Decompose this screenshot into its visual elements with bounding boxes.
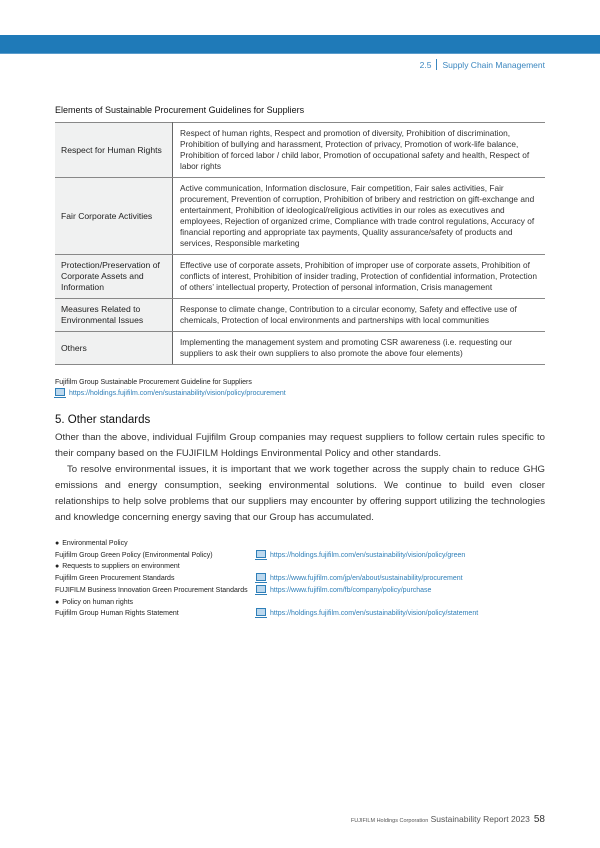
computer-icon (256, 608, 266, 616)
reference-link[interactable]: https://www.fujifilm.com/jp/en/about/sustainability/procurement (270, 575, 463, 583)
reference-name: FUJIFILM Business Innovation Green Procurement Standards (55, 586, 248, 594)
paragraph: Other than the above, individual Fujifilm Group companies may request suppliers to follow certain rules specific to their company based on the FUJIFILM Holdings Environmental Policy and other standards. (55, 432, 545, 459)
source-link[interactable]: https://holdings.fujifilm.com/en/sustainability/vision/policy/procurement (69, 390, 286, 397)
source-note (55, 377, 545, 399)
reference-link[interactable]: https://www.fujifilm.com/fb/company/policy/purchase (270, 586, 432, 594)
reference-item (55, 608, 545, 620)
table-title: Elements of Sustainable Procurement Guidelines for Suppliers (55, 105, 305, 115)
header-band (0, 35, 600, 54)
row-value: Respect of human rights, Respect and promotion of diversity, Prohibition of discrimination, Prohibition of bullying and harassment, Protection of privacy, Promotion of work-life balance, Prohibition of forced labor / child labor, Promotion of occupational safety and health, Respect of labor rights (173, 123, 546, 178)
row-label: Protection/Preservation of Corporate Assets and Information (55, 255, 173, 299)
footer (351, 813, 545, 827)
guidelines-table (55, 122, 545, 365)
reference-heading: ● Environmental Policy (55, 538, 545, 550)
computer-icon (256, 573, 266, 581)
reference-heading: ● Policy on human rights (55, 597, 545, 609)
section-title: Supply Chain Management (442, 60, 545, 70)
reference-link[interactable]: https://holdings.fujifilm.com/en/sustainability/vision/policy/green (270, 551, 466, 559)
row-label: Respect for Human Rights (55, 123, 173, 178)
reference-heading: ● Requests to suppliers on environment (55, 561, 545, 573)
table-row (55, 299, 545, 332)
reference-item (55, 585, 545, 597)
table-row (55, 332, 545, 365)
page-content (55, 104, 545, 620)
computer-icon (256, 585, 266, 593)
row-label: Measures Related to Environmental Issues (55, 299, 173, 332)
row-value: Active communication, Information disclosure, Fair competition, Fair sales activities, Fair procurement, Prevention of corruption, Prohibition of bribery and restriction on gift-exchange and entertainment, Prohibition of ideological/religious activities in our roles as executives and employees, Rejection of organized crime, Compliance with trade control regulations, Accuracy of financial reporting and appropriate tax payments, Quality assurance/safety of products and services, Responsible marketing (173, 178, 546, 255)
page-number: 58 (533, 814, 545, 825)
divider (436, 59, 437, 70)
row-value: Implementing the management system and promoting CSR awareness (i.e. requesting our suppliers to ask their own suppliers to also promote the above four elements) (173, 332, 546, 365)
paragraph: To resolve environmental issues, it is important that we work together across the supply chain to reduce GHG emissions and energy consumption, seeking environmental solutions. We continue to build even closer relationships to help solve problems that our suppliers may encounter by offering support utilizing the technologies and knowledge concerning energy saving that our Group has accumulated. (55, 464, 545, 523)
computer-icon (256, 550, 266, 558)
reference-item (55, 550, 545, 562)
reference-link[interactable]: https://holdings.fujifilm.com/en/sustainability/vision/policy/statement (270, 610, 479, 618)
reference-name: Fujifilm Group Human Rights Statement (55, 610, 179, 618)
row-label: Others (55, 332, 173, 365)
company-name: FUJIFILM Holdings Corporation (350, 818, 429, 824)
source-name: Fujifilm Group Sustainable Procurement Guideline for Suppliers (55, 379, 252, 386)
table-row (55, 178, 545, 255)
report-title: Sustainability Report 2023 (430, 814, 530, 824)
section-label (420, 59, 545, 71)
reference-item (55, 573, 545, 585)
row-value: Response to climate change, Contribution to a circular economy, Safety and effective use of chemicals, Protection of local environments and partnerships with local communities (173, 299, 546, 332)
table-row (55, 123, 545, 178)
section-heading: 5. Other standards (55, 414, 151, 426)
row-value: Effective use of corporate assets, Prohibition of improper use of corporate assets, Prohibition of conflicts of interest, Prohibition of insider trading, Protection of confidential information, Protection of others’ intellectual property, Protection of personal information, Crisis management (173, 255, 546, 299)
section-number: 2.5 (419, 60, 432, 70)
reference-name: Fujifilm Group Green Policy (Environmental Policy) (55, 551, 213, 559)
reference-list (55, 538, 545, 620)
reference-name: Fujifilm Green Procurement Standards (55, 575, 175, 583)
computer-icon (55, 388, 65, 396)
row-label: Fair Corporate Activities (55, 178, 173, 255)
table-row (55, 255, 545, 299)
section-body (55, 430, 545, 526)
